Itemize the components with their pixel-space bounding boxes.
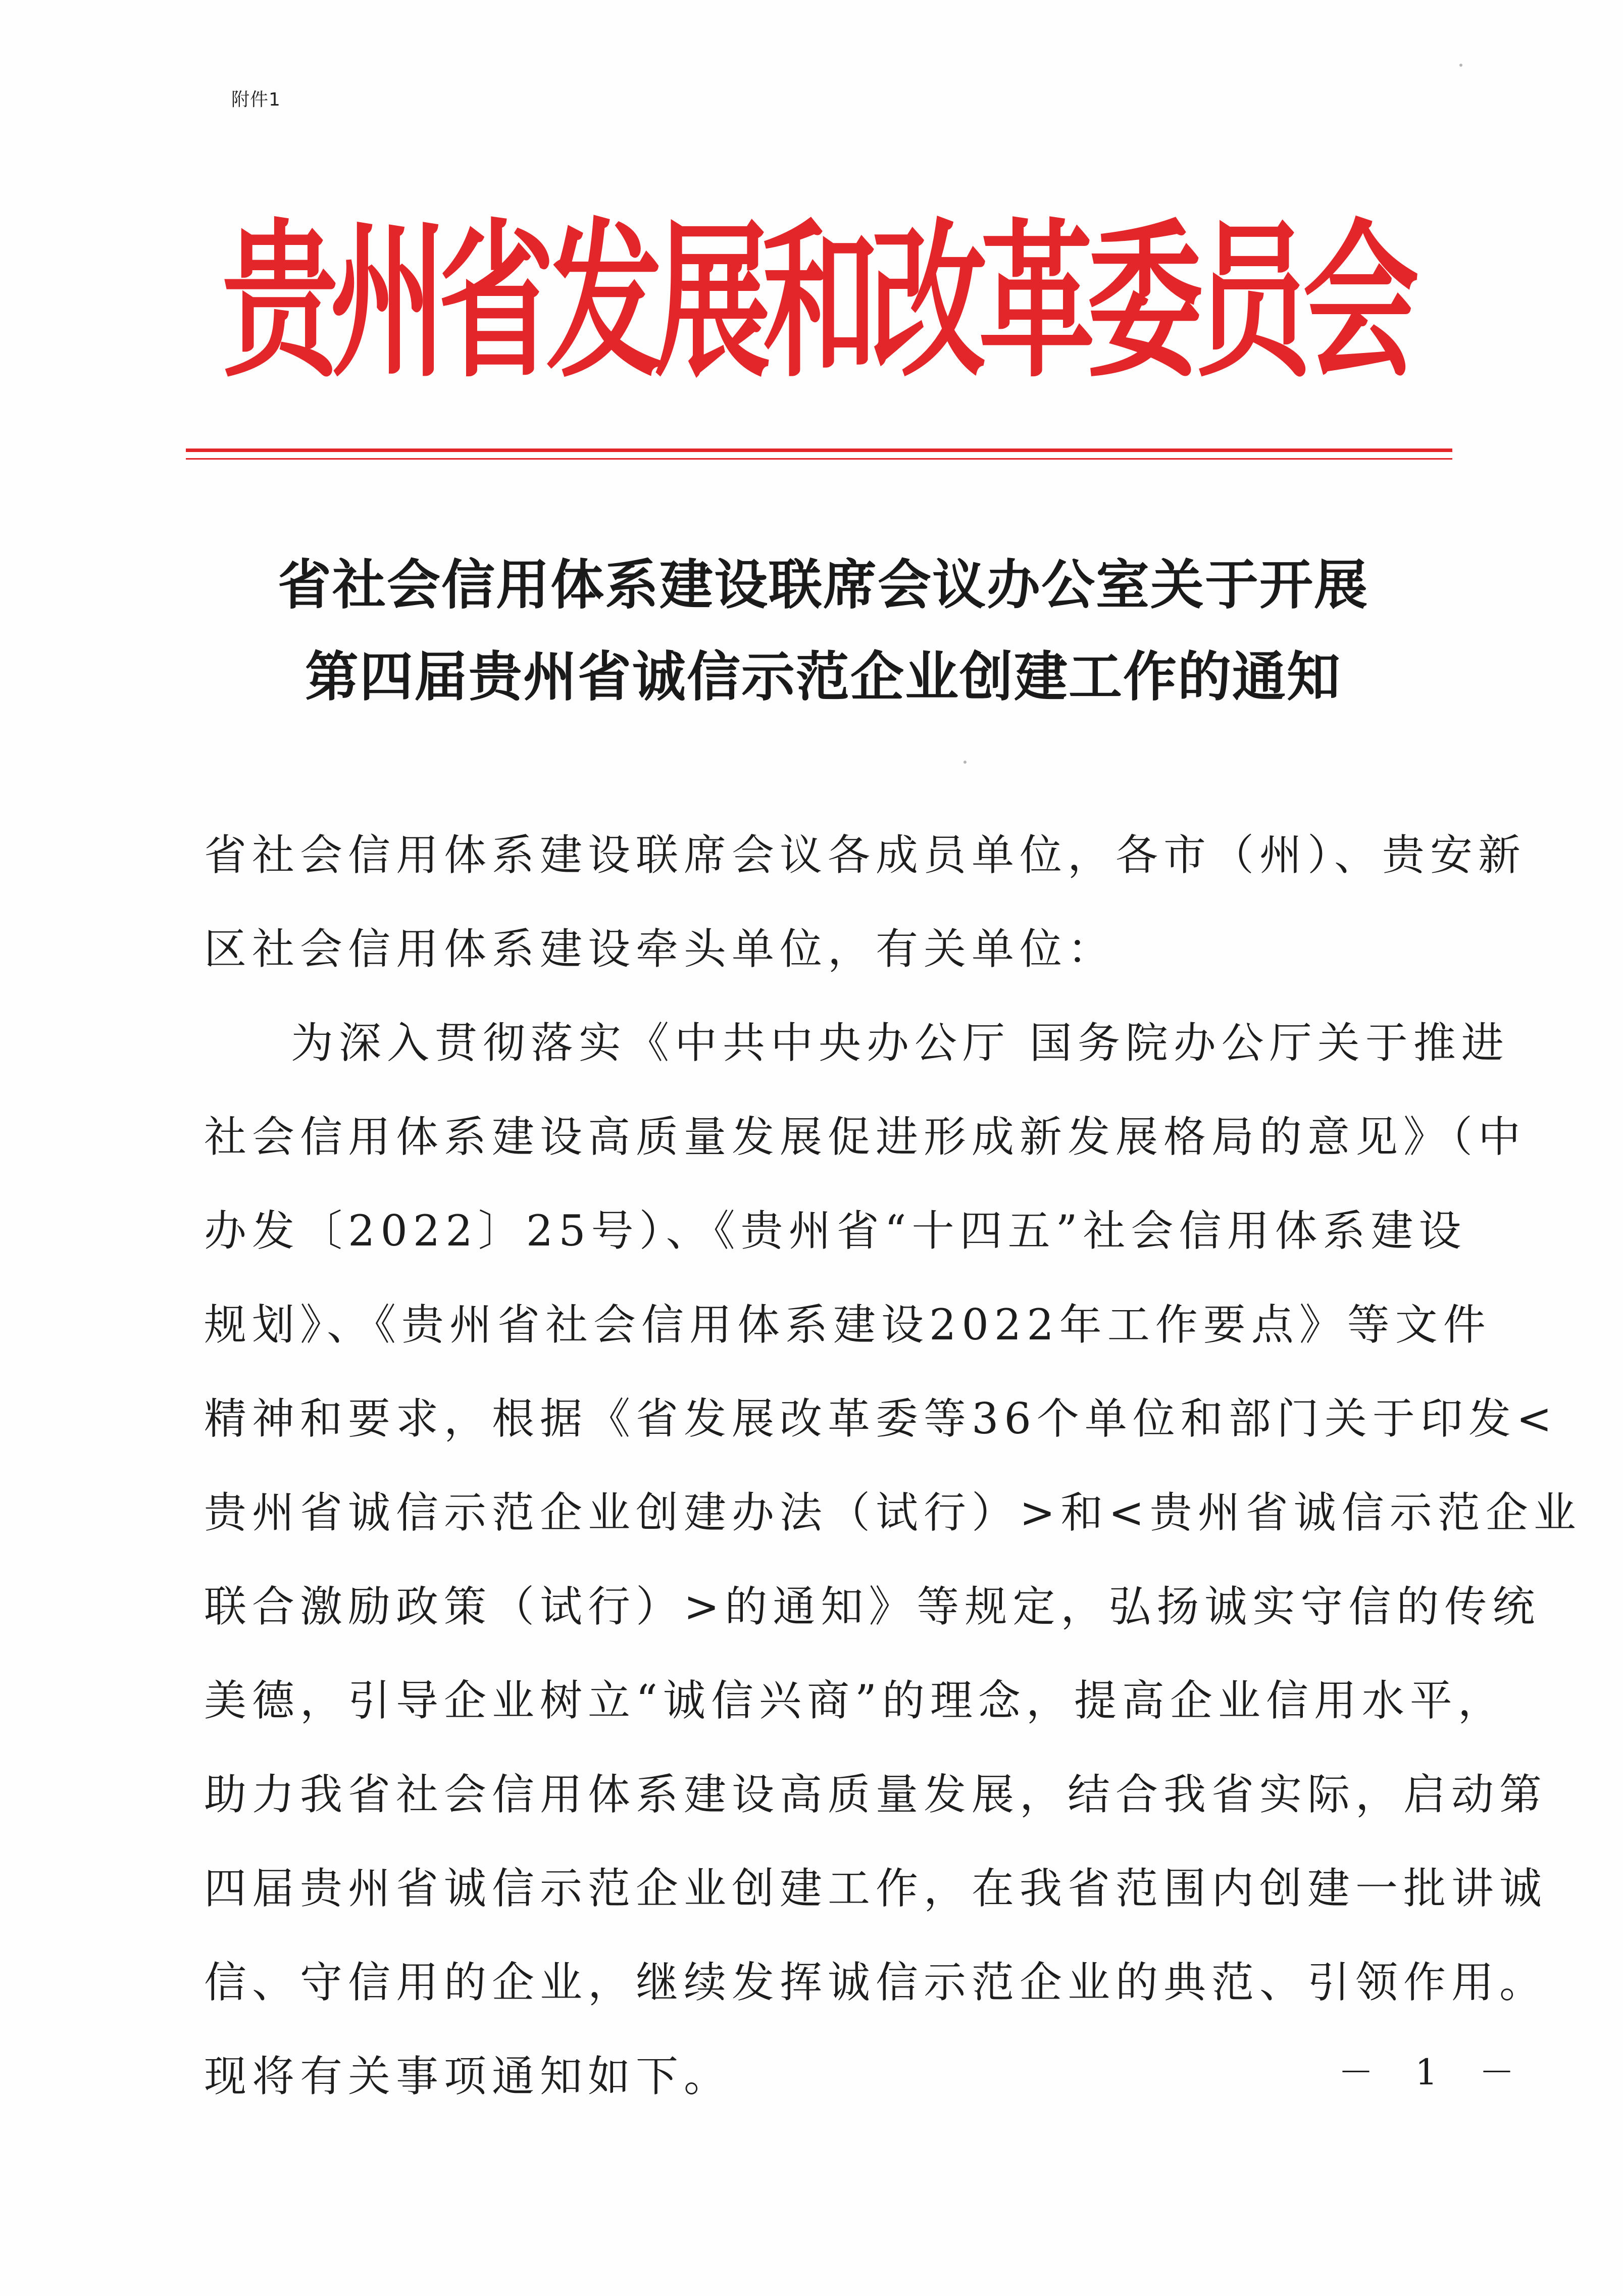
body-line: 信、守信用的企业，继续发挥诚信示范企业的典范、引领作用。 bbox=[204, 1958, 1548, 2007]
body-line: 四届贵州省诚信示范企业创建工作，在我省范围内创建一批讲诚 bbox=[204, 1864, 1548, 1913]
body-line: 区社会信用体系建设牵头单位，有关单位： bbox=[204, 924, 1116, 974]
body-line: 现将有关事项通知如下。 bbox=[204, 2052, 732, 2101]
body-line: 规划》、《贵州省社会信用体系建设2022年工作要点》等文件 bbox=[204, 1300, 1491, 1350]
scan-speck bbox=[963, 761, 967, 764]
body-line: 精神和要求，根据《省发展改革委等36个单位和部门关于印发< bbox=[204, 1394, 1558, 1443]
body-line: 社会信用体系建设高质量发展促进形成新发展格局的意见》（中 bbox=[204, 1112, 1527, 1162]
title-line-2: 第四届贵州省诚信示范企业创建工作的通知 bbox=[305, 646, 1341, 708]
body-line: 为深入贯彻落实《中共中央办公厅 国务院办公厅关于推进 bbox=[291, 1018, 1509, 1068]
letterhead-red-rule-thin bbox=[186, 458, 1452, 460]
scan-speck bbox=[1459, 64, 1462, 67]
letterhead-red-rule-thick bbox=[186, 448, 1452, 452]
body-line: 助力我省社会信用体系建设高质量发展，结合我省实际，启动第 bbox=[204, 1770, 1548, 1819]
letterhead-title: 贵州省发展和改革委员会 bbox=[222, 203, 1411, 401]
body-line: 贵州省诚信示范企业创建办法（试行）>和<贵州省诚信示范企业 bbox=[204, 1488, 1582, 1537]
page-number: － 1 － bbox=[1338, 2052, 1530, 2093]
attachment-label: 附件1 bbox=[231, 89, 281, 110]
document-body bbox=[204, 808, 1582, 2123]
body-line: 办发〔2022〕25号）、《贵州省“十四五”社会信用体系建设 bbox=[204, 1206, 1467, 1256]
body-line: 省社会信用体系建设联席会议各成员单位，各市（州）、贵安新 bbox=[204, 830, 1527, 880]
title-line-1: 省社会信用体系建设联席会议办公室关于开展 bbox=[278, 554, 1368, 616]
document-title bbox=[212, 539, 1434, 723]
body-line: 联合激励政策（试行）>的通知》等规定，弘扬诚实守信的传统 bbox=[204, 1582, 1541, 1631]
body-line: 美德，引导企业树立“诚信兴商”的理念，提高企业信用水平， bbox=[204, 1676, 1506, 1725]
